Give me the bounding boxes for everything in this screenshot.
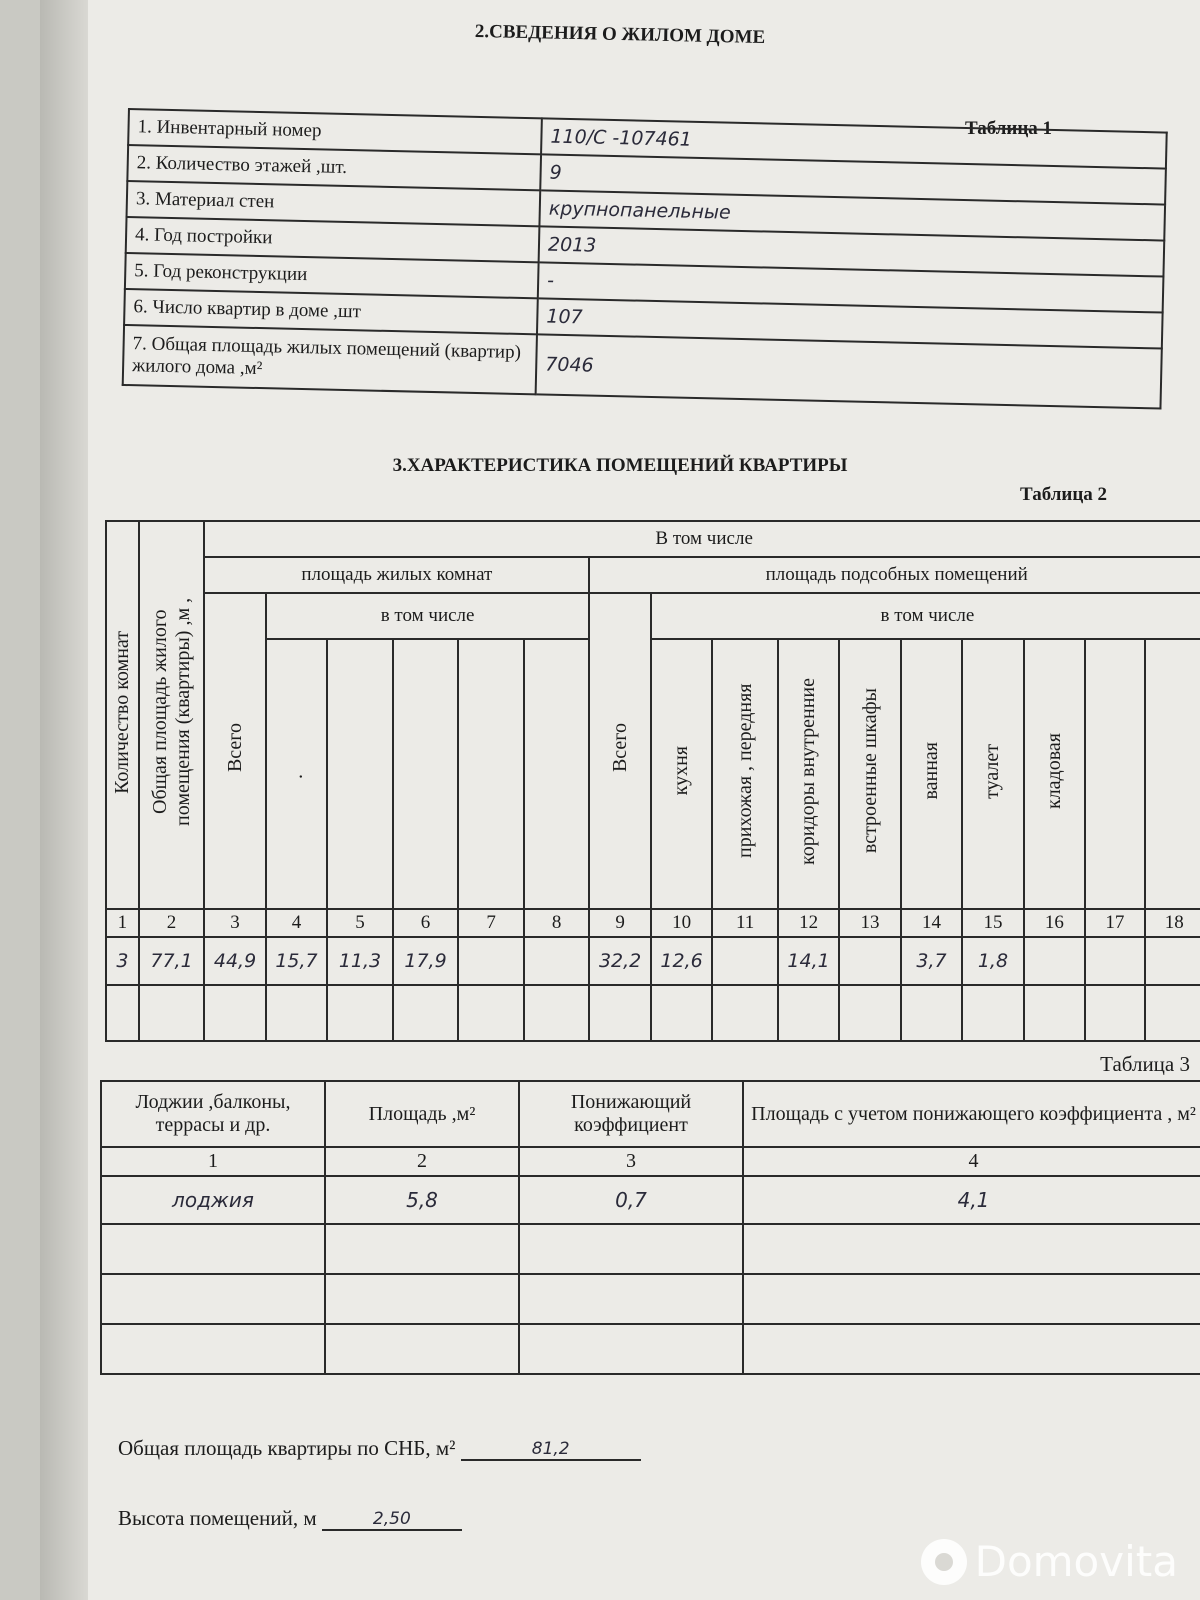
hall-header: прихожая , передняя — [733, 683, 756, 859]
domovita-icon — [921, 1539, 967, 1585]
balconies-table: Лоджии ,балконы, террасы и др. Площадь ,м² Понижающий коэффициент Площадь с учетом понижающего коэффициента , м² 1 2 3 4 лоджия 5,8 0,7 4,1 — [100, 1080, 1200, 1375]
total-area-line — [118, 1436, 641, 1461]
closets-header: встроенные шкафы — [858, 688, 881, 854]
document-page — [40, 0, 1200, 1600]
table-row: 2. Количество этажей ,шт. 9 — [127, 145, 1166, 205]
ceiling-height-value: 2,50 — [322, 1509, 462, 1531]
living-incl-header: в том числе — [266, 593, 590, 639]
incl-header: В том числе — [204, 521, 1200, 557]
section3-title: 3.ХАРАКТЕРИСТИКА ПОМЕЩЕНИЙ КВАРТИРЫ — [392, 455, 848, 476]
column-numbers-row: 1 2 3 4 5 6 7 8 9 10 11 12 13 14 15 16 17 18 — [106, 909, 1200, 937]
table-row: 3. Материал стен крупнопанельные — [127, 181, 1166, 241]
table-row: 1. Инвентарный номер 110/С -107461 — [128, 109, 1167, 169]
living-total-header: Всего — [223, 723, 246, 773]
table-row: лоджия 5,8 0,7 4,1 — [101, 1176, 1200, 1224]
house-info-table — [122, 108, 1168, 410]
table-row: 6. Число квартир в доме ,шт 107 — [124, 289, 1163, 349]
table-row — [101, 1224, 1200, 1274]
aux-total-header: Всего — [608, 723, 631, 773]
total-area-label: Общая площадь квартиры по СНБ, м² — [118, 1436, 456, 1460]
aux-incl-header: в том числе — [651, 593, 1200, 639]
table-row: 7. Общая площадь жилых помещений (квартир) жилого дома ,м² 7046 — [123, 325, 1162, 409]
table-row: 5. Год реконструкции - — [125, 253, 1164, 313]
watermark-logo — [921, 1537, 1178, 1586]
apartment-rooms-table — [105, 520, 1200, 1042]
page-spine-shadow — [40, 0, 88, 1600]
watermark-text: Domovita — [974, 1537, 1178, 1586]
storage-header: кладовая — [1042, 732, 1065, 809]
table3-caption: Таблица 3 — [1100, 1052, 1190, 1076]
table1-caption: Таблица 1 — [965, 118, 1053, 139]
table-row — [101, 1324, 1200, 1374]
table-row — [101, 1274, 1200, 1324]
table-row: 4. Год постройки 2013 — [126, 217, 1165, 277]
ceiling-height-label: Высота помещений, м — [118, 1506, 317, 1530]
ceiling-height-line — [118, 1506, 462, 1531]
toilet-header: туалет — [981, 743, 1004, 799]
total-area-value: 81,2 — [461, 1439, 641, 1461]
corridors-header: коридоры внутренние — [797, 677, 820, 865]
rooms-count-header: Количество комнат — [110, 630, 133, 794]
living-area-header: площадь жилых комнат — [204, 557, 589, 593]
table-row: 3 77,1 44,9 15,7 11,3 17,9 32,2 12,6 14,1 3,7 1,8 — [106, 937, 1200, 985]
section2-title: 2.СВЕДЕНИЯ О ЖИЛОМ ДОМЕ — [474, 20, 766, 49]
column-numbers-row: 1 2 3 4 — [101, 1147, 1200, 1176]
total-area-header: Общая площадь жилого помещения (квартиры) ,м , — [148, 597, 194, 827]
bath-header: ванная — [919, 742, 942, 800]
aux-area-header: площадь подсобных помещений — [589, 557, 1200, 593]
table2-caption: Таблица 2 — [1020, 484, 1108, 505]
living-col4-header: . — [284, 774, 307, 779]
table-row — [106, 985, 1200, 1041]
kitchen-header: кухня — [670, 746, 693, 796]
